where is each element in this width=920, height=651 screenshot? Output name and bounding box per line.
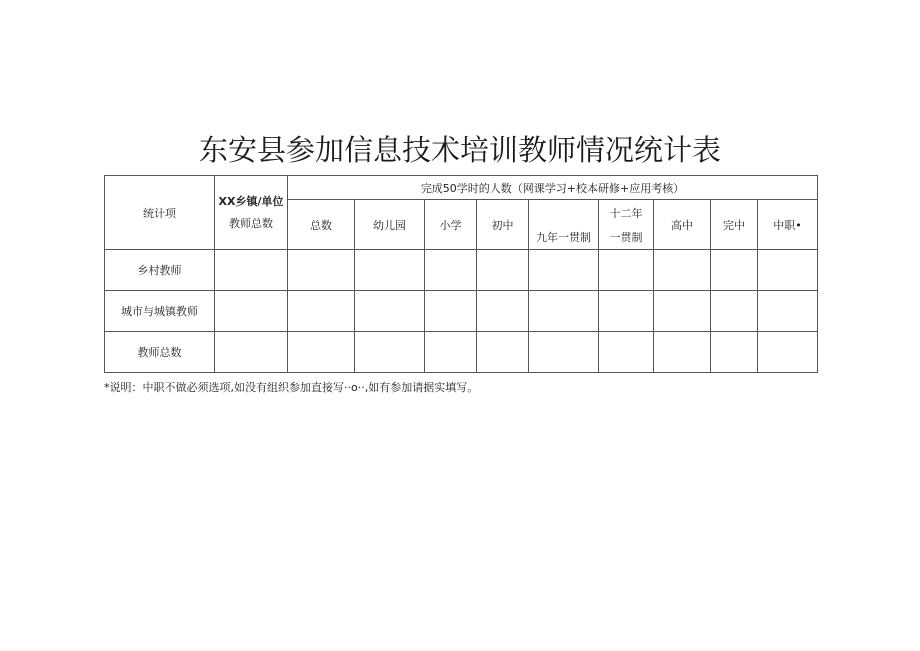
empty-cell[interactable] bbox=[654, 291, 711, 332]
table-row bbox=[105, 332, 818, 373]
footnote: *说明：中职不做必须选项,如没有组织参加直接写··o··,如有参加请据实填写。 bbox=[104, 381, 479, 394]
header-nine-year bbox=[529, 200, 599, 250]
unit-total-header bbox=[215, 176, 288, 250]
row-label-rural-text: 乡村教师 bbox=[137, 264, 182, 277]
empty-cell[interactable] bbox=[711, 332, 758, 373]
header-complete-middle-label: 完中 bbox=[723, 218, 745, 232]
empty-cell[interactable] bbox=[215, 250, 288, 291]
empty-cell[interactable] bbox=[425, 250, 477, 291]
header-total bbox=[288, 200, 355, 250]
group-header bbox=[288, 176, 818, 200]
header-total-label: 总数 bbox=[310, 218, 332, 232]
empty-cell[interactable] bbox=[215, 291, 288, 332]
empty-cell[interactable] bbox=[599, 291, 654, 332]
header-primary-label: 小学 bbox=[439, 218, 462, 232]
empty-cell[interactable] bbox=[599, 332, 654, 373]
header-complete-middle bbox=[711, 200, 758, 250]
empty-cell[interactable] bbox=[425, 332, 477, 373]
header-kindergarten bbox=[355, 200, 425, 250]
row-label-urban-text: 城市与城镇教师 bbox=[121, 305, 198, 318]
page-title: 东安县参加信息技术培训教师情况统计表 bbox=[198, 133, 721, 167]
header-junior-label: 初中 bbox=[491, 218, 514, 232]
empty-cell[interactable] bbox=[288, 332, 355, 373]
header-nine-year-label: 九年一贯制 bbox=[536, 230, 591, 244]
header-twelve-year bbox=[599, 200, 654, 250]
header-vocational bbox=[758, 200, 818, 250]
empty-cell[interactable] bbox=[355, 250, 425, 291]
statistics-table bbox=[104, 175, 818, 373]
empty-cell[interactable] bbox=[477, 291, 529, 332]
table-row bbox=[105, 250, 818, 291]
empty-cell[interactable] bbox=[477, 250, 529, 291]
row-label-total bbox=[105, 332, 215, 373]
empty-cell[interactable] bbox=[599, 250, 654, 291]
empty-cell[interactable] bbox=[711, 291, 758, 332]
empty-cell[interactable] bbox=[711, 250, 758, 291]
corner-label: 统计项 bbox=[143, 206, 176, 220]
row-label-rural bbox=[105, 250, 215, 291]
header-junior bbox=[477, 200, 529, 250]
row-label-urban bbox=[105, 291, 215, 332]
header-twelve-year-line2: 一贯制 bbox=[609, 230, 643, 244]
row-label-total-text: 教师总数 bbox=[137, 346, 182, 359]
header-senior-label: 高中 bbox=[671, 218, 693, 232]
empty-cell[interactable] bbox=[288, 291, 355, 332]
empty-cell[interactable] bbox=[654, 250, 711, 291]
empty-cell[interactable] bbox=[529, 250, 599, 291]
header-kindergarten-label: 幼儿园 bbox=[373, 218, 406, 232]
empty-cell[interactable] bbox=[288, 250, 355, 291]
corner-cell bbox=[105, 176, 215, 250]
empty-cell[interactable] bbox=[758, 250, 818, 291]
empty-cell[interactable] bbox=[758, 332, 818, 373]
empty-cell[interactable] bbox=[529, 332, 599, 373]
header-vocational-label: 中职• bbox=[773, 218, 802, 232]
empty-cell[interactable] bbox=[477, 332, 529, 373]
table-row bbox=[105, 291, 818, 332]
empty-cell[interactable] bbox=[355, 291, 425, 332]
empty-cell[interactable] bbox=[529, 291, 599, 332]
unit-total-header-line2: 教师总数 bbox=[229, 216, 273, 230]
empty-cell[interactable] bbox=[758, 291, 818, 332]
header-primary bbox=[425, 200, 477, 250]
empty-cell[interactable] bbox=[355, 332, 425, 373]
empty-cell[interactable] bbox=[215, 332, 288, 373]
empty-cell[interactable] bbox=[654, 332, 711, 373]
header-twelve-year-line1: 十二年 bbox=[609, 206, 643, 220]
empty-cell[interactable] bbox=[425, 291, 477, 332]
group-header-label: 完成50学时的人数（网课学习+校本研修+应用考核） bbox=[420, 181, 685, 195]
unit-total-header-line1: XX乡镇/单位 bbox=[218, 194, 284, 208]
header-senior bbox=[654, 200, 711, 250]
